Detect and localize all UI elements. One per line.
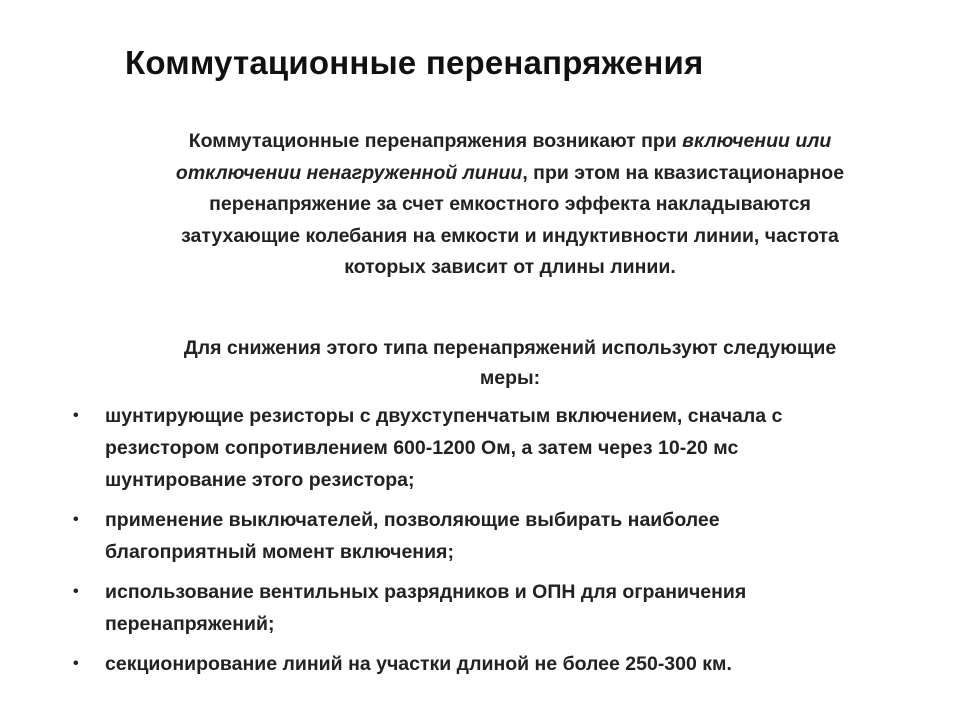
measure-3-line-1: использование вентильных разрядников и ОПН для ограничения (105, 581, 747, 603)
intro-line-1-text: Коммутационные перенапряжения возникают при (188, 130, 683, 152)
measures-lead (95, 333, 925, 393)
bullet-icon: • (73, 655, 79, 672)
measures-list (70, 400, 930, 688)
measures-lead-line-1: Для снижения этого типа перенапряжений используют следующие (183, 337, 837, 359)
intro-paragraph (95, 126, 925, 284)
intro-line-1 (95, 126, 925, 158)
slide-title: Коммутационные перенапряжения (125, 44, 704, 81)
list-item (70, 504, 930, 568)
intro-line-2 (95, 158, 925, 190)
intro-line-2-text: , при этом на квазистационарное (522, 161, 845, 184)
list-item (70, 576, 930, 640)
intro-line-1-italic: включении или (682, 130, 832, 152)
measure-2-line-2: благоприятный момент включения; (105, 541, 454, 563)
bullet-icon: • (73, 407, 79, 424)
intro-line-5: которых зависит от длины линии. (344, 256, 676, 278)
bullet-icon: • (73, 583, 79, 600)
bullet-icon: • (73, 511, 79, 528)
measures-lead-line-2: меры: (479, 367, 541, 389)
measure-4-line-1: секционирование линий на участки длиной не более 250-300 км. (105, 653, 732, 675)
measure-2-line-1: применение выключателей, позволяющие выбирать наиболее (105, 509, 720, 531)
list-item (70, 648, 930, 680)
measure-1-line-3: шунтирование этого резистора; (105, 469, 415, 491)
intro-line-4: затухающие колебания на емкости и индуктивности линии, частота (181, 224, 839, 247)
measure-3-line-2: перенапряжений; (105, 613, 275, 635)
list-item (70, 400, 930, 496)
measure-1-line-2: резистором сопротивлением 600-1200 Ом, а затем через 10-20 мс (105, 437, 739, 459)
measure-1-line-1: шунтирующие резисторы с двухступенчатым включением, сначала с (105, 405, 783, 427)
intro-line-3: перенапряжение за счет емкостного эффекта накладываются (209, 193, 811, 215)
intro-line-2-italic: отключении ненагруженной линии (175, 161, 523, 184)
